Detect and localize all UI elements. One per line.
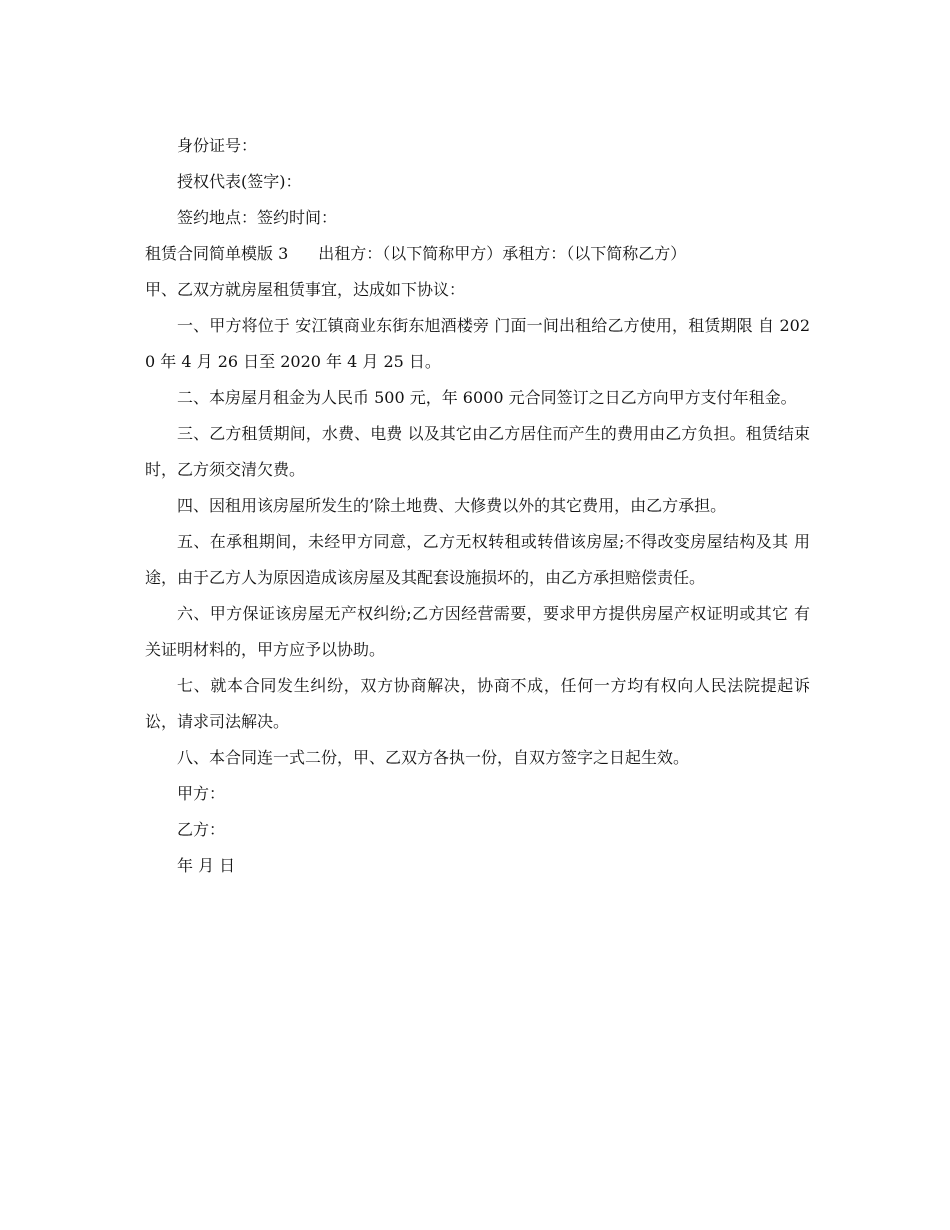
clause-1: 一、甲方将位于 安江镇商业东街东旭酒楼旁 门面一间出租给乙方使用，租赁期限 自 2020 年 4 月 26 日至 2020 年 4 月 25 日。 bbox=[145, 316, 810, 371]
title-parties-line bbox=[145, 236, 810, 272]
document-title: 租赁合同简单模版 3 bbox=[145, 244, 289, 263]
signing-place-time-line: 签约地点：签约时间： bbox=[177, 208, 338, 227]
clause-6: 六、甲方保证该房屋无产权纠纷;乙方因经营需要，要求甲方提供房屋产权证明或其它 有关证明材料的，甲方应予以协助。 bbox=[145, 604, 810, 659]
document-body bbox=[145, 128, 810, 884]
intro-line: 甲、乙双方就房屋租赁事宜，达成如下协议： bbox=[145, 280, 466, 299]
clause-2: 二、本房屋月租金为人民币 500 元，年 6000 元合同签订之日乙方向甲方支付年租金。 bbox=[177, 388, 797, 407]
clause-7: 七、就本合同发生纠纷，双方协商解决，协商不成，任何一方均有权向人民法院提起诉 讼，请求司法解决。 bbox=[145, 676, 810, 731]
party-a-signature: 甲方： bbox=[177, 784, 226, 803]
party-b-signature: 乙方： bbox=[177, 820, 226, 839]
clause-3: 三、乙方租赁期间，水费、电费 以及其它由乙方居住而产生的费用由乙方负担。租赁结束时，乙方须交清欠费。 bbox=[145, 424, 810, 479]
clause-4: 四、因租用该房屋所发生的’除土地费、大修费以外的其它费用，由乙方承担。 bbox=[177, 496, 727, 515]
id-number-line: 身份证号： bbox=[177, 136, 258, 155]
clause-8: 八、本合同连一式二份，甲、乙双方各执一份，自双方签字之日起生效。 bbox=[177, 748, 690, 767]
authorized-rep-line: 授权代表(签字)： bbox=[177, 172, 302, 191]
parties-text: 出租方：（以下简称甲方）承租方：（以下简称乙方） bbox=[318, 244, 687, 263]
signature-date: 年 月 日 bbox=[177, 856, 236, 875]
clause-5: 五、在承租期间，未经甲方同意，乙方无权转租或转借该房屋;不得改变房屋结构及其 用途，由于乙方人为原因造成该房屋及其配套设施损坏的，由乙方承担赔偿责任。 bbox=[145, 532, 810, 587]
